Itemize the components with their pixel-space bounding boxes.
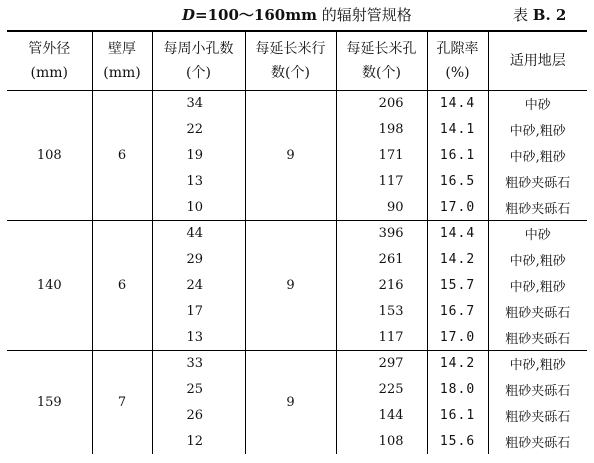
cell-holes-per-m: 198 [336, 117, 427, 143]
cell-stratum: 中砂,粗砂 [488, 350, 587, 376]
header-porosity-line2: (%) [445, 65, 470, 81]
cell-porosity: 14.2 [427, 350, 488, 376]
pipe-group [7, 91, 587, 221]
header-porosity-line1: 孔隙率 [436, 41, 479, 57]
cell-diameter: 140 [36, 277, 62, 293]
cell-diameter: 159 [36, 395, 62, 411]
cell-thickness: 6 [92, 220, 152, 350]
cell-thickness: 6 [92, 91, 152, 221]
pipe-group [7, 350, 587, 454]
cell-holes-per-circle: 33 [152, 350, 245, 376]
cell-porosity: 15.6 [427, 428, 488, 454]
title-range: =100～160mm [195, 6, 317, 24]
header-rows-per-m [245, 31, 336, 91]
cell-stratum: 粗砂夹砾石 [488, 403, 587, 429]
cell-holes-per-circle: 17 [152, 298, 245, 324]
cell-porosity: 14.4 [427, 220, 488, 246]
cell-holes-per-m: 225 [336, 377, 427, 403]
cell-holes-per-m: 90 [336, 194, 427, 220]
cell-holes-per-m: 206 [336, 91, 427, 117]
header-holes-per-circle [152, 31, 245, 91]
cell-holes-per-circle: 22 [152, 117, 245, 143]
cell-stratum: 粗砂夹砾石 [488, 298, 587, 324]
cell-holes-per-m: 216 [336, 273, 427, 299]
header-holes-per-m-line2: 数(个) [362, 65, 401, 81]
cell-porosity: 16.1 [427, 403, 488, 429]
cell-holes-per-m: 297 [336, 350, 427, 376]
cell-stratum: 中砂,粗砂 [488, 143, 587, 169]
cell-holes-per-m: 144 [336, 403, 427, 429]
cell-holes-per-m: 117 [336, 168, 427, 194]
table-code: B. 2 [532, 6, 567, 24]
table-row [7, 220, 587, 246]
cell-holes-per-m: 396 [336, 220, 427, 246]
spec-table [7, 30, 587, 454]
cell-stratum: 中砂,粗砂 [488, 247, 587, 273]
cell-stratum: 粗砂夹砾石 [488, 428, 587, 454]
header-holes-per-m [336, 31, 427, 91]
cell-stratum: 中砂,粗砂 [488, 117, 587, 143]
header-diameter-line1: 管外径 [28, 41, 71, 57]
cell-holes-per-m: 171 [336, 143, 427, 169]
cell-holes-per-circle: 19 [152, 143, 245, 169]
table-label-text: 表 [513, 6, 529, 24]
cell-porosity: 14.2 [427, 247, 488, 273]
cell-porosity: 16.1 [427, 143, 488, 169]
header-row [7, 31, 587, 91]
header-diameter-line2: (mm) [30, 65, 68, 81]
title-suffix: 的辐射管规格 [316, 6, 412, 24]
pipe-group [7, 220, 587, 350]
cell-holes-per-m: 261 [336, 247, 427, 273]
cell-porosity: 15.7 [427, 273, 488, 299]
header-holes-per-circle-line2: (个) [186, 65, 211, 81]
cell-holes-per-m: 153 [336, 298, 427, 324]
cell-stratum: 中砂 [488, 220, 587, 246]
table-title [182, 4, 412, 25]
cell-porosity: 17.0 [427, 324, 488, 350]
header-thickness-line2: (mm) [103, 65, 141, 81]
header-diameter [7, 31, 92, 91]
cell-holes-per-circle: 13 [152, 324, 245, 350]
header-holes-per-circle-line1: 每周小孔数 [163, 41, 234, 57]
cell-rows-per-m: 9 [245, 220, 336, 350]
cell-porosity: 16.5 [427, 168, 488, 194]
cell-stratum: 粗砂夹砾石 [488, 168, 587, 194]
cell-holes-per-m: 108 [336, 428, 427, 454]
cell-stratum: 中砂 [488, 91, 587, 117]
cell-rows-per-m: 9 [245, 350, 336, 454]
cell-stratum: 粗砂夹砾石 [488, 377, 587, 403]
header-rows-per-m-line1: 每延长米行 [255, 41, 326, 57]
cell-holes-per-m: 117 [336, 324, 427, 350]
cell-porosity: 14.4 [427, 91, 488, 117]
cell-porosity: 14.1 [427, 117, 488, 143]
cell-holes-per-circle: 13 [152, 168, 245, 194]
cell-holes-per-circle: 12 [152, 428, 245, 454]
cell-rows-per-m: 9 [245, 91, 336, 221]
table-header [7, 31, 587, 91]
header-thickness [92, 31, 152, 91]
cell-holes-per-circle: 29 [152, 247, 245, 273]
table-label [513, 4, 566, 25]
title-symbol: D [182, 6, 196, 24]
cell-holes-per-circle: 26 [152, 403, 245, 429]
header-porosity [427, 31, 488, 91]
table-row [7, 350, 587, 376]
cell-porosity: 16.7 [427, 298, 488, 324]
cell-holes-per-circle: 10 [152, 194, 245, 220]
header-stratum [488, 31, 587, 91]
cell-holes-per-circle: 34 [152, 91, 245, 117]
cell-stratum: 粗砂夹砾石 [488, 324, 587, 350]
table-title-row [0, 0, 594, 28]
cell-stratum: 中砂,粗砂 [488, 273, 587, 299]
cell-porosity: 17.0 [427, 194, 488, 220]
header-holes-per-m-line1: 每延长米孔 [346, 41, 417, 57]
header-stratum-line1: 适用地层 [509, 53, 566, 69]
cell-porosity: 18.0 [427, 377, 488, 403]
header-thickness-line1: 壁厚 [108, 41, 136, 57]
header-rows-per-m-line2: 数(个) [271, 65, 310, 81]
table-row [7, 91, 587, 117]
cell-holes-per-circle: 44 [152, 220, 245, 246]
cell-holes-per-circle: 25 [152, 377, 245, 403]
cell-holes-per-circle: 24 [152, 273, 245, 299]
cell-thickness: 7 [92, 350, 152, 454]
cell-stratum: 粗砂夹砾石 [488, 194, 587, 220]
cell-diameter: 108 [36, 147, 62, 163]
